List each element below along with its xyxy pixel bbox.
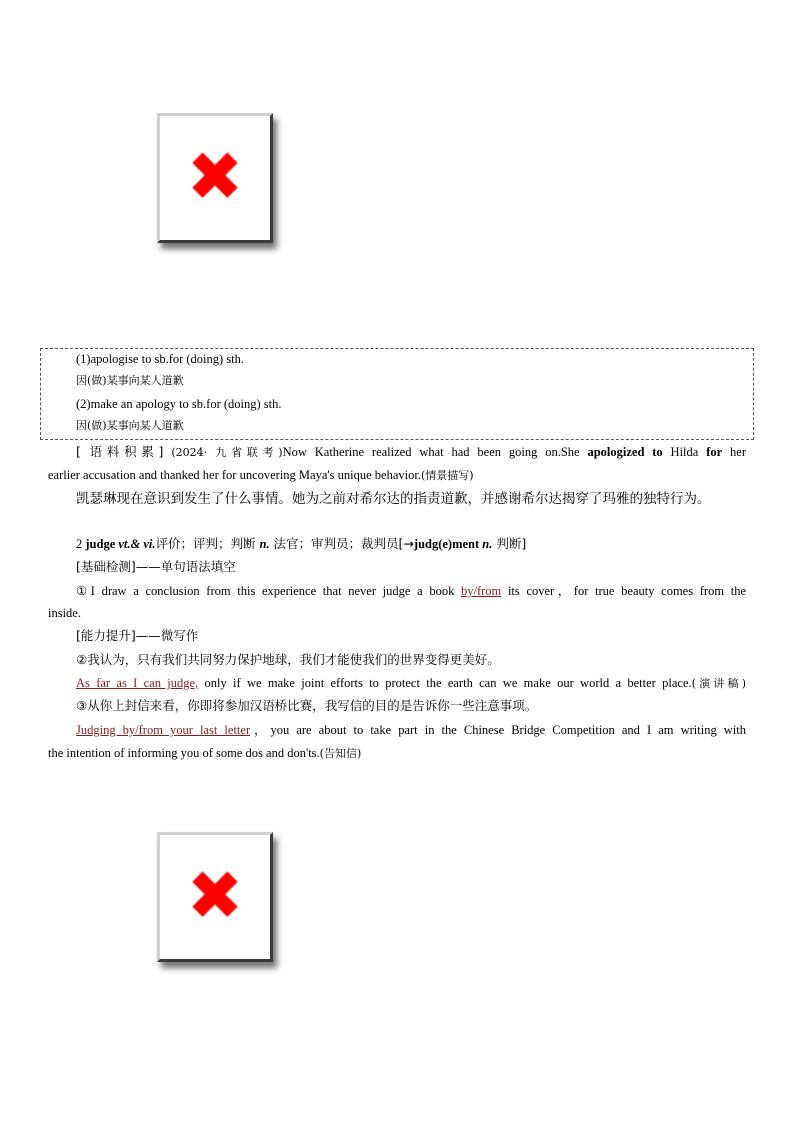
advanced-title: [能力提升]——微写作 [76,628,199,643]
basic-q1-line-2: inside. [48,606,81,620]
corpus-source: (2024· 九省联考) [171,446,283,459]
entry-pos-3: n. [479,537,493,551]
entry-meaning-2: 法官；审判员；裁判员[→ [269,536,414,551]
note-line-1: (1)apologise to sb.for (doing) sth. [76,352,245,366]
corpus-text-a: Now Katherine realized what had been going on.She [282,445,588,459]
basic-q1-text-a: ①I draw a conclusion from this experience that never judge a book [76,584,461,598]
advanced-q3-answer: Judging by/from your last letter [76,723,251,737]
broken-image-icon: ✖ [186,857,244,936]
note-line-3: (2)make an apology to sb.for (doing) sth. [76,397,282,411]
basic-q1-text-b: its cover，for true beauty comes from the [501,584,746,598]
entry-num: 2 [76,537,86,551]
advanced-q2-chinese: ②我认为，只有我们共同努力保护地球，我们才能使我们的世界变得更美好。 [76,652,500,667]
basic-q1-answer: by/from [461,584,502,598]
entry-pos-2: n. [259,537,270,551]
note-line-2: 因(做)某事向某人道歉 [76,374,184,387]
advanced-q3-line-1 [76,721,746,739]
advanced-q2-text: only if we make joint efforts to protect the earth can we make our world a better place. [198,676,692,690]
corpus-line-1 [76,443,746,462]
advanced-q3-chinese: ③从你上封信来看，你即将参加汉语桥比赛，我写信的目的是告诉你一些注意事项。 [76,698,538,713]
advanced-q2-line [76,674,746,693]
corpus-tag: [ 语料积累] [76,444,164,459]
entry-derived: judg(e)ment [413,537,480,551]
corpus-text-c: her [722,445,746,459]
broken-image-icon: ✖ [186,138,244,217]
advanced-q3-line-2 [48,744,361,763]
corpus-line-2 [48,466,474,485]
advanced-q3-line-2-text: the intention of informing you of some dos and don'ts. [48,746,320,760]
note-line-4: 因(做)某事向某人道歉 [76,419,184,432]
corpus-bold-a: apologized to [587,445,663,459]
broken-image-placeholder [157,832,273,962]
basic-title: [基础检测]——单句语法填空 [76,559,236,574]
corpus-bold-b: for [706,445,723,459]
entry-meaning-1: 评价；评判；判断 [155,536,260,551]
corpus-line-2-text: earlier accusation and thanked her for uncovering Maya's unique behavior. [48,468,421,482]
advanced-q3-note: (告知信) [319,747,362,760]
corpus-note: (情景描写) [420,469,474,482]
entry-word: judge [85,537,116,551]
entry-pos-1: vt.& vi. [115,537,156,551]
basic-q1-line-1 [76,582,746,600]
advanced-q2-answer: As far as I can judge, [76,676,199,690]
advanced-q2-note: (演讲稿) [691,677,746,690]
entry-meaning-3: 判断] [492,536,527,551]
corpus-text-b: Hilda [662,445,707,459]
advanced-q3-text: ，you are about to take part in the Chinese Bridge Competition and I am writing with [250,723,746,737]
broken-image-placeholder [157,113,273,243]
entry-heading [76,535,526,553]
corpus-translation: 凯瑟琳现在意识到发生了什么事情。她为之前对希尔达的指责道歉，并感谢希尔达揭穿了玛雅的独特行为。 [76,491,711,507]
